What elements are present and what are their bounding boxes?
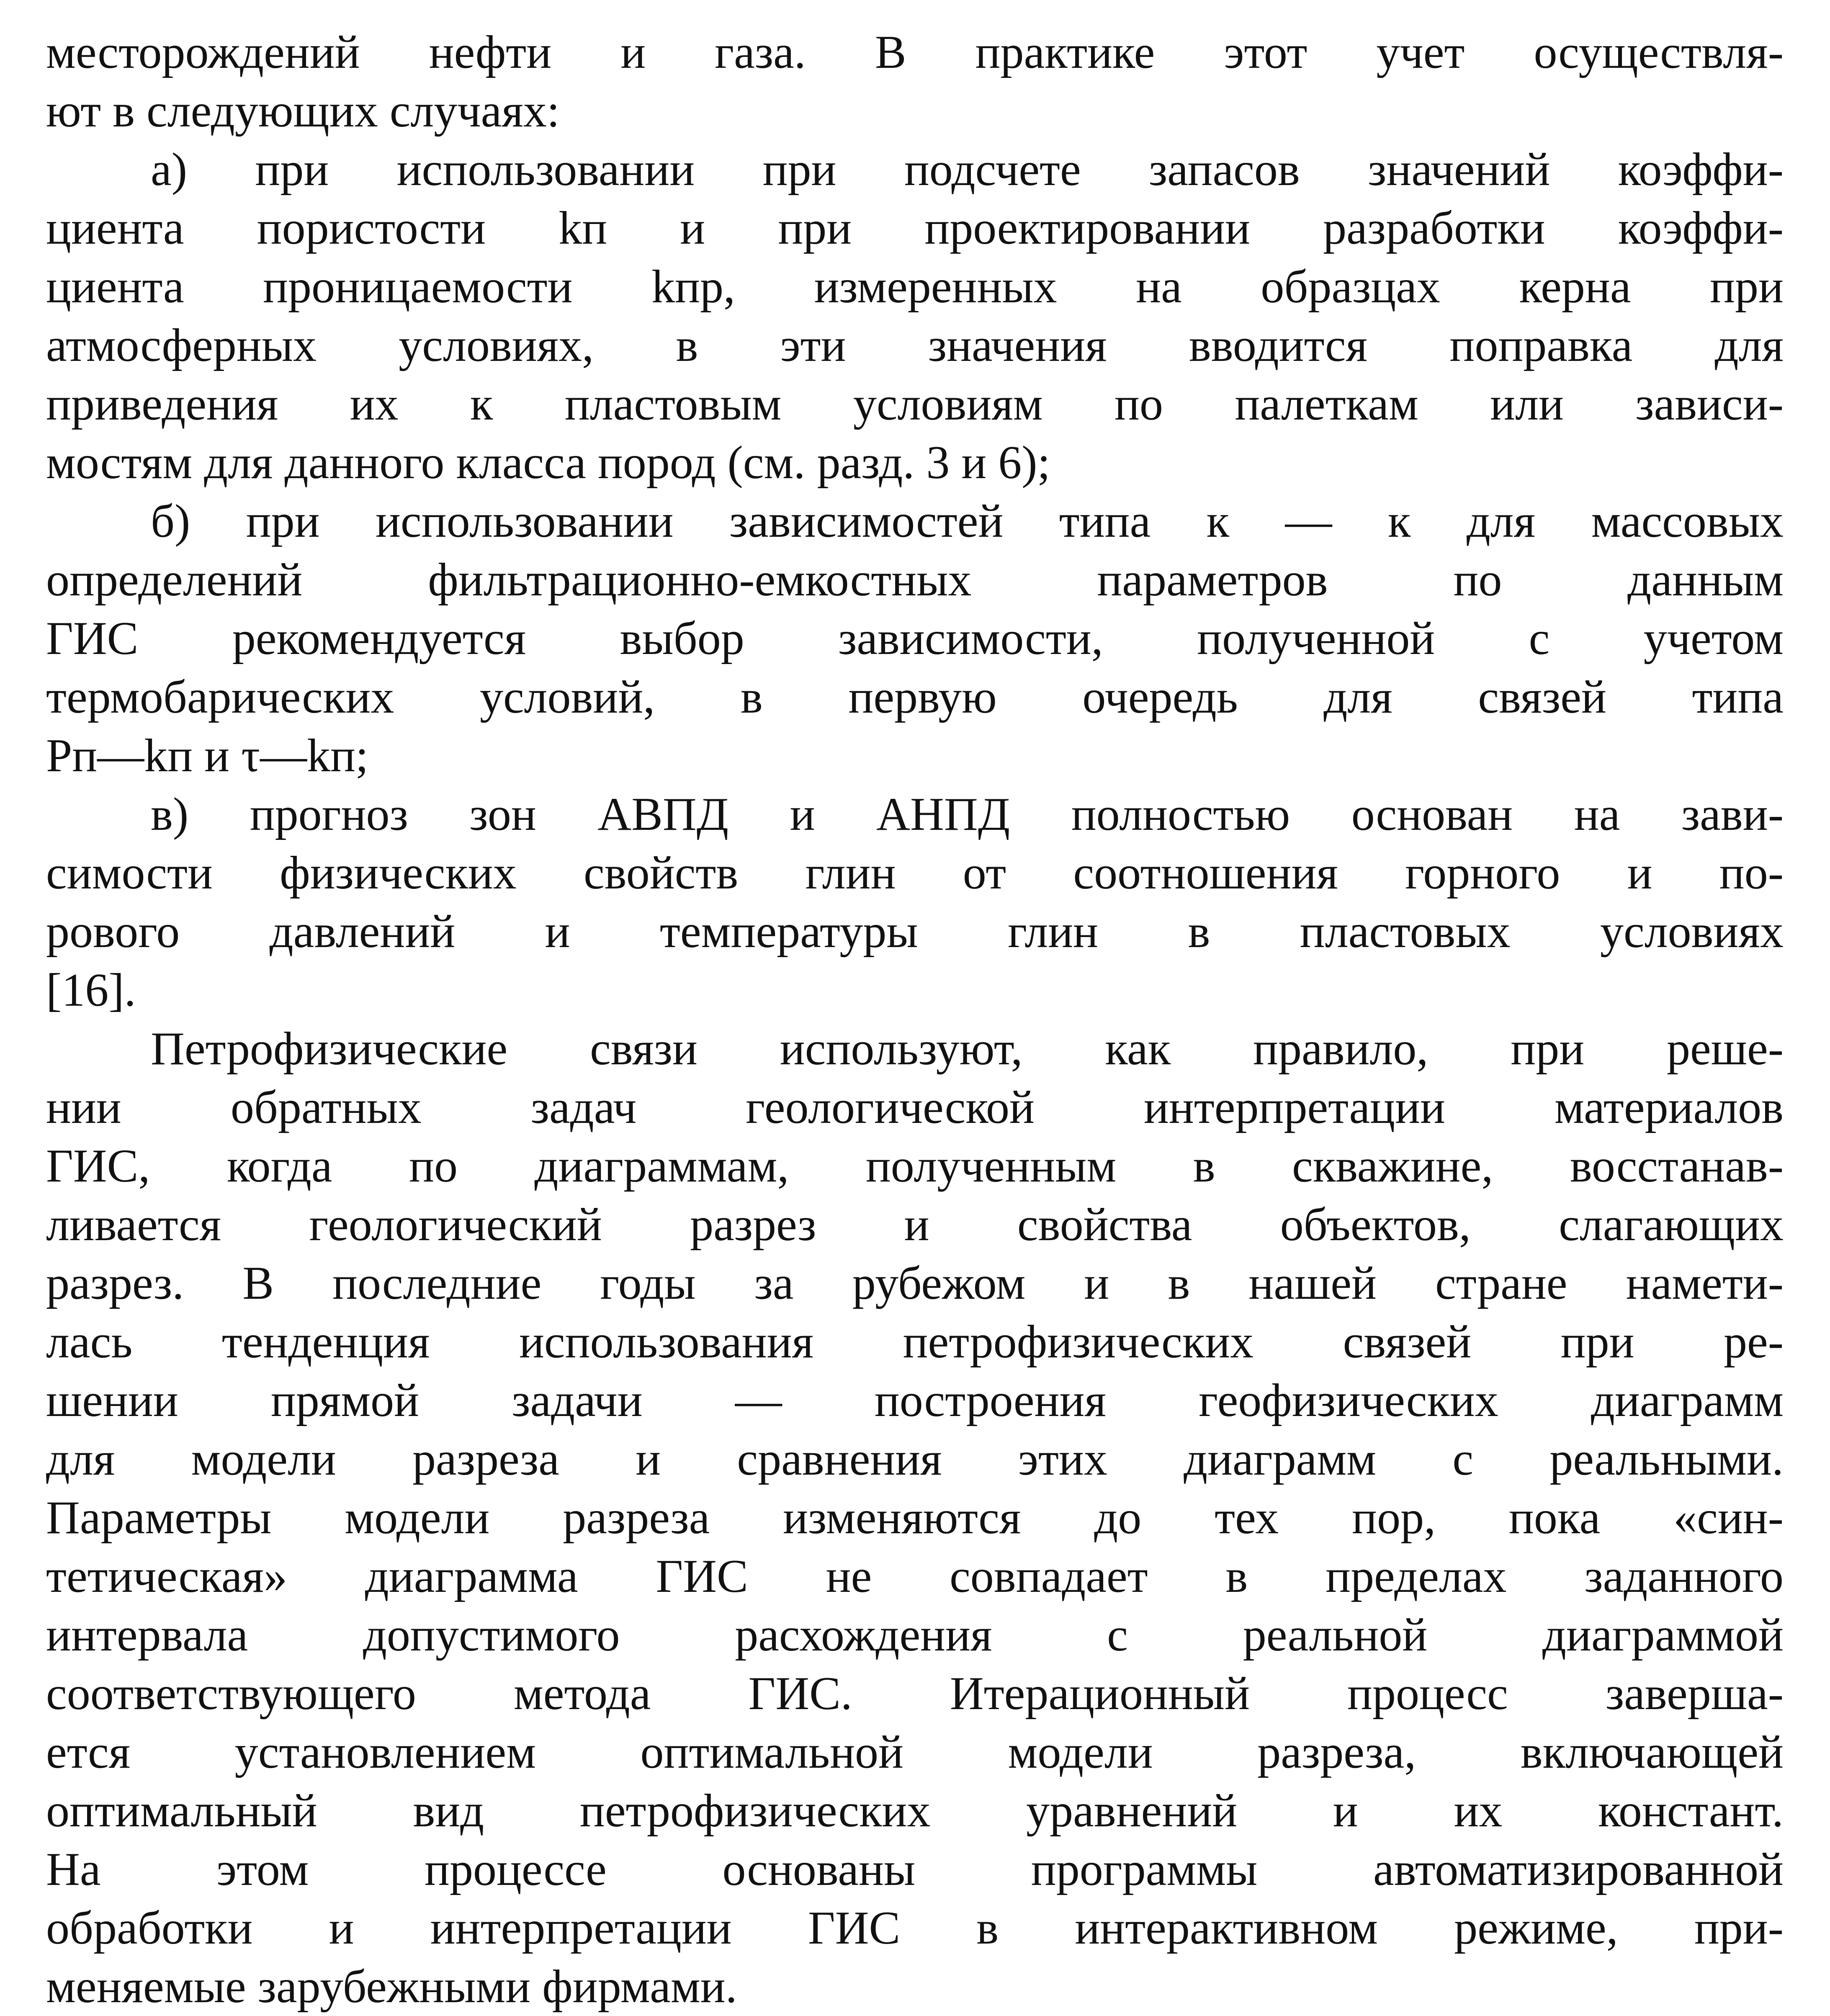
text-line: мостям для данного класса пород (см. разд. 3 и 6); <box>46 437 1050 489</box>
text-line: Петрофизические связи используют, как правило, при реше- <box>151 1023 1784 1075</box>
text-line: для модели разреза и сравнения этих диаграмм с реальными. <box>46 1433 1784 1485</box>
text-line: соответствующего метода ГИС. Итерационный процесс заверша- <box>46 1668 1784 1720</box>
text-line: обработки и интерпретации ГИС в интерактивном режиме, при- <box>46 1902 1784 1954</box>
text-line: Pп—kп и τ—kп; <box>46 730 369 782</box>
text-line: циента пористости kп и при проектировании разработки коэффи- <box>46 202 1784 254</box>
text-line: интервала допустимого расхождения с реальной диаграммой <box>46 1609 1784 1661</box>
text-line: атмосферных условиях, в эти значения вводится поправка для <box>46 319 1784 371</box>
page-text <box>46 23 1784 2016</box>
text-line: [16]. <box>46 964 136 1016</box>
text-line: тетическая» диаграмма ГИС не совпадает в пределах заданного <box>46 1550 1784 1602</box>
text-line: приведения их к пластовым условиям по палеткам или зависи- <box>46 378 1784 430</box>
text-line: рового давлений и температуры глин в пластовых условиях <box>46 906 1784 958</box>
text-line: лась тенденция использования петрофизических связей при ре- <box>46 1316 1784 1368</box>
text-line: ют в следующих случаях: <box>46 85 560 137</box>
text-line: На этом процессе основаны программы автоматизированной <box>46 1843 1784 1895</box>
text-line: ГИС рекомендуется выбор зависимости, полученной с учетом <box>46 613 1784 664</box>
text-line: ется установлением оптимальной модели разреза, включающей <box>46 1726 1784 1778</box>
text-line: разрез. В последние годы за рубежом и в нашей стране намети- <box>46 1257 1784 1309</box>
text-line: термобарических условий, в первую очередь для связей типа <box>46 671 1784 723</box>
text-line: б) при использовании зависимостей типа к — к для массовых <box>151 495 1784 547</box>
text-line: ГИС, когда по диаграммам, полученным в скважине, восстанав- <box>46 1140 1784 1192</box>
text-line: а) при использовании при подсчете запасов значений коэффи- <box>151 144 1784 196</box>
text-line: шении прямой задачи — построения геофизических диаграмм <box>46 1375 1784 1426</box>
text-line: определений фильтрационно-емкостных параметров по данным <box>46 554 1784 606</box>
text-line: ливается геологический разрез и свойства объектов, слагающих <box>46 1199 1784 1251</box>
text-line: меняемые зарубежными фирмами. <box>46 1961 737 2013</box>
text-line: в) прогноз зон АВПД и АНПД полностью основан на зави- <box>151 788 1784 840</box>
text-line: Параметры модели разреза изменяются до тех пор, пока «син- <box>46 1492 1784 1544</box>
text-line: месторождений нефти и газа. В практике этот учет осуществля- <box>46 26 1784 78</box>
text-line: симости физических свойств глин от соотношения горного и по- <box>46 847 1784 899</box>
text-line: оптимальный вид петрофизических уравнений и их констант. <box>46 1785 1784 1837</box>
text-line: нии обратных задач геологической интерпретации материалов <box>46 1081 1784 1133</box>
text-line: циента проницаемости kпр, измеренных на образцах керна при <box>46 261 1784 313</box>
